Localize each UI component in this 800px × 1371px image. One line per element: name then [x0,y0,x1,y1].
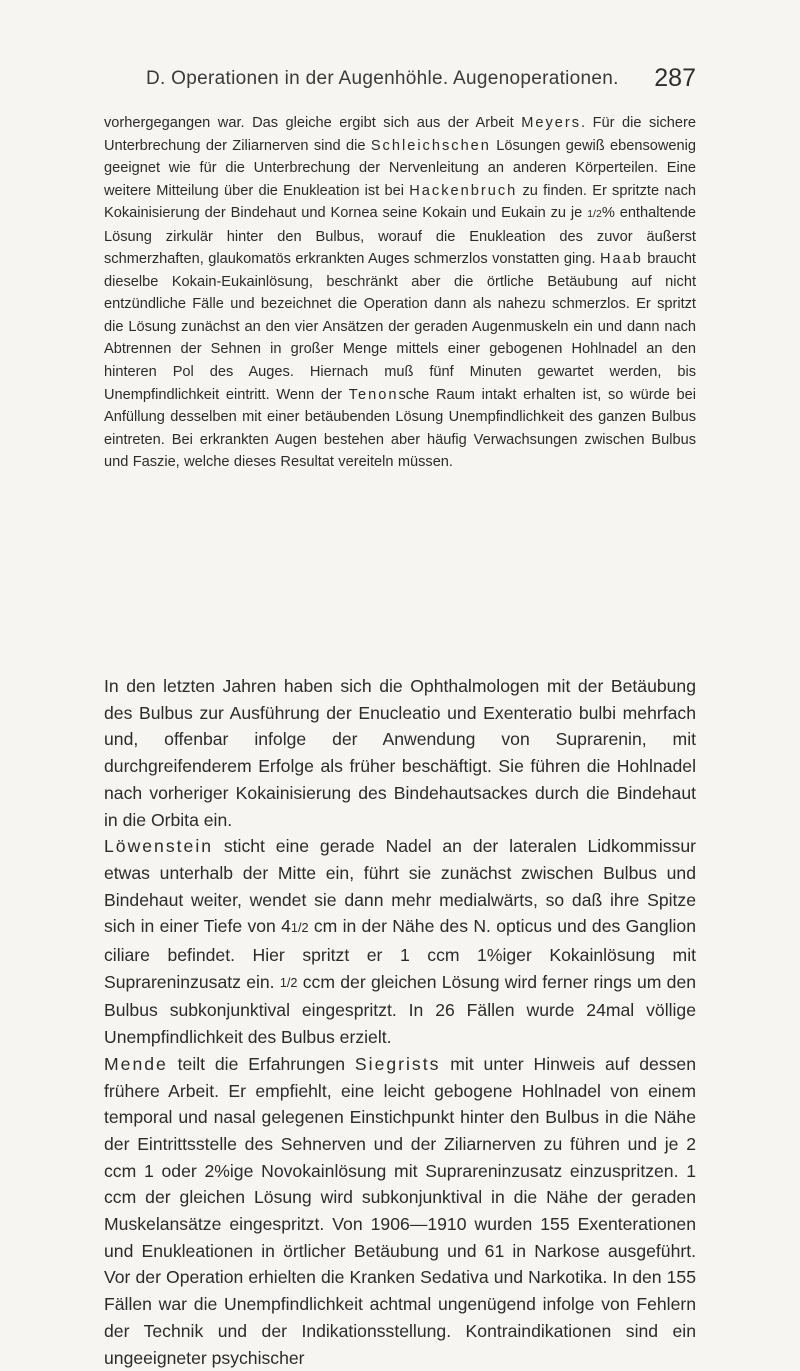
paragraph [104,1051,696,1371]
header-title: D. Operationen in der Augenhöhle. Augenoperationen. [146,68,619,89]
page-number: 287 [654,64,696,92]
author-name: Mende [104,1053,168,1074]
text-run: % enthaltende Lösung zirkulär hinter den Bulbus, worauf die Enukleation des zuvor äußerst schmerzhaften, glaukomatös erkrankten Auges schmerzlos vonstatten ging. [104,205,696,268]
paragraph-small [104,112,696,474]
text-run: zu finden. Er spritzte nach Kokainisierung der Bindehaut und Kornea seine Kokain und Eukain zu je [104,182,696,222]
author-name: Haab [599,251,643,268]
fraction: 1/2 [290,920,309,935]
main-text-section [104,673,696,1371]
author-name: Tenon [348,386,399,403]
text-run: cm in der Nähe des N. opticus und des Ganglion ciliare befindet. Hier spritzt er 1 ccm 1%iger Kokainlösung mit Suprareninzusatz ein. [104,916,696,992]
text-run: sche Raum intakt erhalten ist, so würde bei Anfüllung desselben mit einer betäubenden Lösung Unempfindlichkeit des ganzen Bulbus eintreten. Bei erkrankten Augen bestehen aber häufig Verwachsungen zwischen Bulbus und Faszie, welche dieses Resultat vereiteln müssen. [104,386,696,471]
author-name: Siegrists [354,1053,441,1074]
author-name: Meyers [521,115,582,131]
text-run: vorhergegangen war. Das gleiche ergibt sich aus der Arbeit [104,115,522,131]
text-run: braucht dieselbe Kokain-Eukainlösung, beschränkt aber die örtliche Betäubung auf nicht entzündliche Fälle und bezeichnet die Operation dann als nahezu schmerzlos. Er spritzt die Lösung zunächst an den vier Ansätzen der geraden Augenmuskeln ein und dann nach Abtrennen der Sehnen in großer Menge mittels einer gebogenen Hohlnadel an den hinteren Pol des Auges. Hiernach muß fünf Minuten gewartet werden, bis Unempfindlichkeit eintritt. Wenn der [104,251,696,403]
text-run: Lösungen gewiß ebensowenig geeignet wie für die Unterbrechung der Nervenleitung an anderen Körperteilen. Eine weitere Mitteilung über die Enukleation ist bei [104,137,696,199]
text-run: mit unter Hinweis auf dessen frühere Arbeit. Er empfiehlt, eine leicht gebogene Hohlnadel von einem temporal und nasal gelegenen Einstichpunkt hinter den Bulbus in die Nähe der Eintrittsstelle des Sehnerven und der Ziliarnerven zu führen und je 2 ccm 1 oder 2%ige Novokainlösung mit Suprareninzusatz einzuspritzen. 1 ccm der gleichen Lösung wird subkonjunktival in die Nähe der geraden Muskelansätze eingespritzt. Von 1906—1910 wurden 155 Exenterationen und Enukleationen in örtlicher Betäubung und 61 in Narkose ausgeführt. Vor der Operation erhielten die Kranken Sedativa und Narkotika. In den 155 Fällen war die Unempfindlichkeit achtmal ungenügend infolge von Fehlern der Technik und der Indikationsstellung. Kontraindikationen sind ein ungeeigneter psychischer [104,1053,697,1368]
author-name: Hackenbruch [409,182,518,199]
text-run: teilt die Erfahrungen [167,1053,355,1074]
text-run: ccm der gleichen Lösung wird ferner rings um den Bulbus subkonjunktival eingespritzt. In 26 Fällen wurde 24mal völlige Unempfindlichkeit des Bulbus erzielt. [104,971,697,1048]
small-print-section [104,112,696,474]
text-run: . Für die sichere Unterbrechung der Ziliarnerven sind die [104,115,697,154]
fraction: 1/2 [279,976,298,991]
fraction: 1/2 [587,207,602,220]
text-run: In den letzten Jahren haben sich die Ophthalmologen mit der Betäubung des Bulbus zur Ausführung der Enucleatio und Exenteratio bulbi mehrfach und, offenbar infolge der Anwendung von Suprarenin, mit durchgreifenderem Erfolge als früher beschäftigt. Sie führen die Hohlnadel nach vorheriger Kokainisierung des Bindehautsackes durch die Bindehaut in die Orbita ein. [104,676,696,830]
running-header [146,64,696,96]
paragraph [104,833,696,1051]
author-name: Schleichschen [370,137,491,154]
text-run: sticht eine gerade Nadel an der lateralen Lidkommissur etwas unterhalb der Mitte ein, führt sie zunächst zwischen Bulbus und Bindehaut weiter, wendet sie dann mehr medialwärts, so daß ihre Spitze sich in einer Tiefe von 4 [104,836,696,937]
author-name: Löwenstein [104,836,214,857]
paragraph [104,673,696,833]
